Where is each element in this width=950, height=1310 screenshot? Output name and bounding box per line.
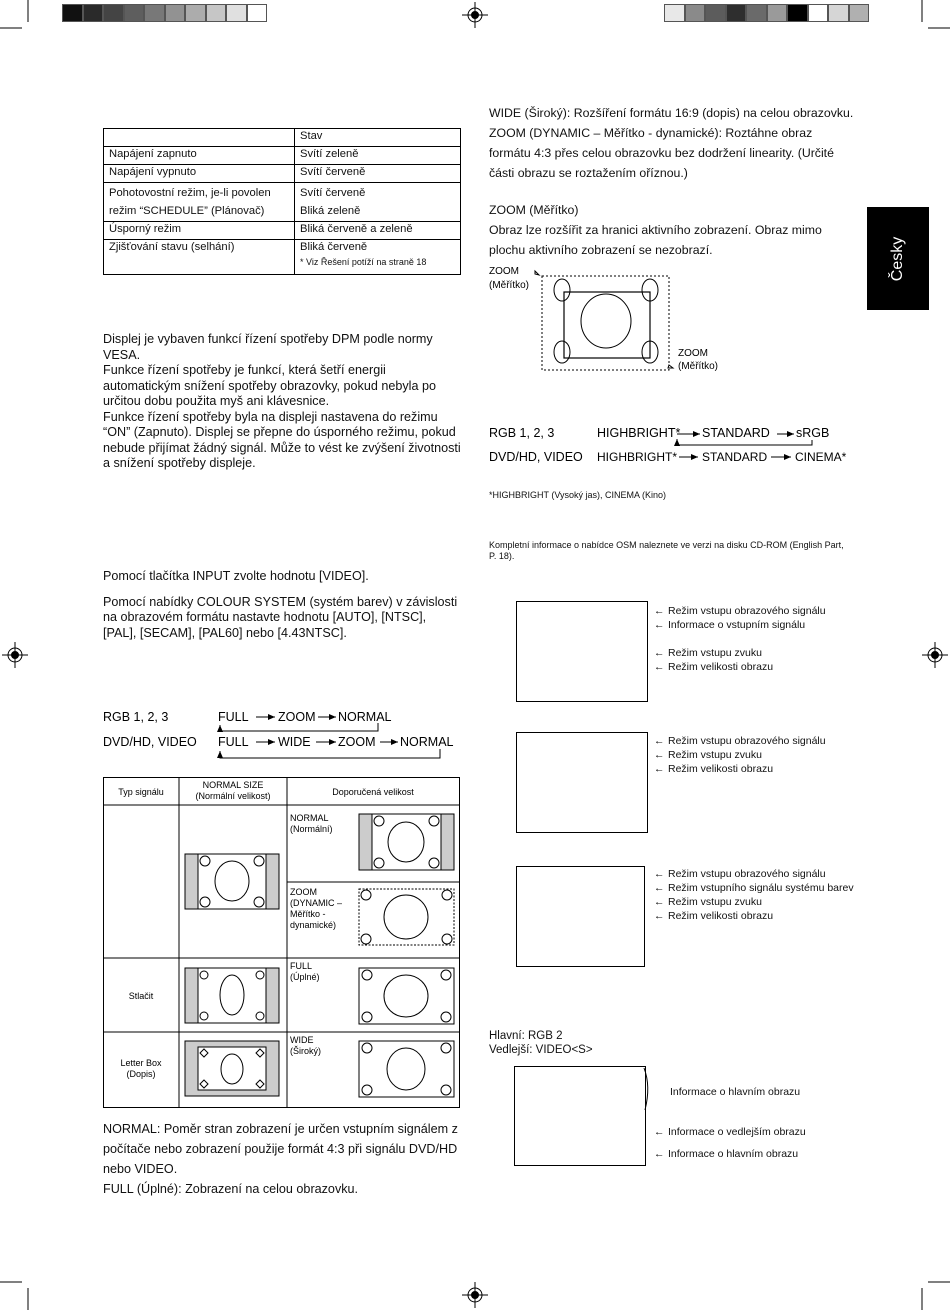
- table-row: [104, 183, 461, 222]
- osd-info-text: Režim velikosti obrazu: [668, 661, 774, 673]
- osd-info-text: Režim vstupu obrazového signálu: [668, 605, 826, 617]
- signal-letterbox-label: (Dopis): [126, 1069, 156, 1079]
- zoom-title: ZOOM (Měřítko): [489, 203, 579, 217]
- table-row: [104, 165, 461, 183]
- table-cell: Zjišťování stavu (selhání): [104, 240, 295, 275]
- screen-illustration: [185, 968, 279, 1023]
- size-rgb-step: ZOOM: [278, 710, 316, 724]
- pip-bracket: [642, 1066, 656, 1112]
- screen-illustration: [359, 968, 454, 1024]
- osd-info-label: ← Režim velikosti obrazu: [654, 661, 774, 673]
- paragraph: Funkce řízení spotřeby byla na displeji nastavena do režimu “ON” (Zapnuto). Displej se přepne do úsporného režimu, pokud nebude přijímat žádný signál. Může to vést ke zvýšení životnosti a snížení spotřeby displeje.: [103, 409, 461, 470]
- zoom-diagram: [487, 262, 737, 377]
- size-rgb-step: NORMAL: [338, 710, 392, 724]
- picture-rgb-step: sRGB: [796, 426, 830, 440]
- screen-illustration: [359, 889, 454, 945]
- osd-info-text: Informace o hlavním obrazu: [668, 1148, 799, 1160]
- paragraph: Funkce řízení spotřeby je funkcí, která šetří energii automatickým snížení spotřeby obrazovky, pokud nebyla po určitou dobu použita myš ani klávesnice.: [103, 363, 436, 408]
- picture-mode-footnote: *HIGHBRIGHT (Vysoký jas), CINEMA (Kino): [489, 490, 667, 500]
- osd-info-label: ← Režim vstupního signálu systému barev: [654, 882, 854, 894]
- size-dvd-step: NORMAL: [400, 735, 454, 749]
- size-rgb-label: RGB 1, 2, 3: [103, 710, 169, 724]
- paragraph: Obraz lze rozšířit za hranici aktivního zobrazení. Obraz mimo plochu aktivního zobrazení se nezobrazí.: [489, 223, 822, 257]
- osd-screen-rgb: [516, 601, 648, 702]
- paragraph: WIDE (Široký): Rozšíření formátu 16:9 (dopis) na celou obrazovku.: [489, 106, 854, 120]
- osd-info-text: Režim vstupu zvuku: [668, 749, 762, 761]
- paragraph: Pomocí nabídky COLOUR SYSTEM (systém barev) v závislosti na obrazovém formátu nastavte hodnotu [AUTO], [NTSC], [PAL], [SECAM], [PAL60] nebo [4.43NTSC].: [103, 594, 458, 640]
- table-cell: Bliká červeně a zeleně: [295, 222, 461, 240]
- picture-rgb-label: RGB 1, 2, 3: [489, 426, 555, 440]
- signal-squeeze-label: Stlačit: [128, 991, 154, 1001]
- picture-dvd-step: HIGHBRIGHT*: [597, 450, 678, 464]
- size-table-header-signal: Typ signálu: [118, 787, 164, 797]
- table-cell: Svítí zeleně: [295, 147, 461, 165]
- screen-illustration: [185, 854, 279, 909]
- paragraph: NORMAL: Poměr stran zobrazení je určen vstupním signálem z počítače nebo zobrazení použije formát 4:3 při signálu DVD/HD nebo VIDEO.: [103, 1122, 458, 1176]
- table-row: [104, 129, 461, 147]
- table-cell: Svítí červeně: [295, 165, 461, 183]
- paragraph: ZOOM (DYNAMIC – Měřítko - dynamické): Roztáhne obraz formátu 4:3 přes celou obrazovku bez dodržení linearity. (Určité části obrazu se roztažením oříznou.): [489, 126, 834, 180]
- table-cell: Napájení zapnuto: [104, 147, 295, 165]
- osd-info-text: Informace o vedlejším obrazu: [668, 1126, 806, 1138]
- paragraph: FULL (Úplné): Zobrazení na celou obrazovku.: [103, 1182, 359, 1196]
- osd-screen-pip: [514, 1066, 646, 1166]
- mode-label-normal: (Normální): [290, 824, 333, 834]
- picture-dvd-step: CINEMA*: [795, 450, 847, 464]
- osd-info-label: ← Režim vstupu zvuku: [654, 749, 762, 761]
- mode-label-zoom: (DYNAMIC –: [290, 898, 343, 908]
- mode-label-wide: WIDE: [290, 1035, 314, 1045]
- osd-info-text: Režim vstupního signálu systému barev: [668, 882, 854, 894]
- zoom-label-top: (Měřítko): [489, 280, 529, 291]
- osd-info-label: ← Informace o vstupním signálu: [654, 619, 806, 631]
- paragraph: Pomocí tlačítka INPUT zvolte hodnotu [VIDEO].: [103, 569, 369, 583]
- size-table-header-normal: NORMAL SIZE: [202, 780, 264, 790]
- wide-zoom-description: [489, 103, 854, 183]
- size-table-header-recommended: Doporučená velikost: [332, 787, 414, 797]
- osd-info-label: ← Režim vstupu obrazového signálu: [654, 868, 826, 880]
- mode-label-zoom: ZOOM: [290, 887, 317, 897]
- table-cell-line: Bliká červeně: [300, 241, 368, 253]
- table-cell: [104, 183, 295, 222]
- table-row: [104, 147, 461, 165]
- osd-info-label: ← Režim vstupu obrazového signálu: [654, 735, 826, 747]
- signal-letterbox-label: Letter Box: [120, 1058, 162, 1068]
- pip-sub-label: Vedlejší: VIDEO<S>: [489, 1044, 593, 1056]
- mode-label-zoom: Měřítko -: [290, 909, 326, 919]
- registration-target-left: [2, 642, 28, 668]
- osd-info-text: Režim velikosti obrazu: [668, 910, 774, 922]
- paragraph: Displej je vybaven funkcí řízení spotřeby DPM podle normy VESA.: [103, 332, 433, 362]
- video-instructions: [103, 569, 463, 641]
- zoom-section: [489, 200, 849, 260]
- osd-screen-video: [516, 866, 645, 967]
- osd-info-text: Režim vstupu zvuku: [668, 896, 762, 908]
- mode-label-normal: NORMAL: [290, 813, 329, 823]
- osd-info-label: ← Režim velikosti obrazu: [654, 910, 774, 922]
- osd-info-text: Režim vstupu obrazového signálu: [668, 735, 826, 747]
- screen-illustration: [359, 814, 454, 870]
- size-mode-table: [103, 777, 460, 1108]
- osd-info-label: ← Informace o hlavním obrazu: [654, 1148, 799, 1160]
- table-row: [104, 240, 461, 275]
- osd-info-text: Informace o hlavním obrazu: [670, 1086, 801, 1098]
- table-cell: Úsporný režim: [104, 222, 295, 240]
- size-mode-sequence: [100, 705, 470, 765]
- osd-info-text: Režim velikosti obrazu: [668, 763, 774, 775]
- zoom-label-top: ZOOM: [489, 266, 519, 277]
- registration-target-right: [922, 642, 948, 668]
- led-status-table: [103, 128, 461, 275]
- size-dvd-label: DVD/HD, VIDEO: [103, 735, 197, 749]
- dpm-description: [103, 332, 463, 472]
- mode-label-zoom: dynamické): [290, 920, 337, 930]
- table-cell-line: Pohotovostní režim, je-li povolen: [109, 187, 271, 199]
- language-tab: [867, 207, 929, 310]
- picture-mode-sequence: [487, 420, 867, 470]
- size-dvd-step: FULL: [218, 735, 249, 749]
- registration-target-bottom: [462, 1282, 488, 1308]
- osd-info-label: ← Informace o vedlejším obrazu: [654, 1126, 806, 1138]
- picture-rgb-step: STANDARD: [702, 426, 770, 440]
- osd-info-label: [656, 1086, 800, 1098]
- zoom-label-bottom: (Měřítko): [678, 361, 718, 372]
- pip-main-label: Hlavní: RGB 2: [489, 1030, 563, 1042]
- table-cell: [295, 183, 461, 222]
- mode-label-full: (Úplné): [290, 972, 320, 982]
- size-mode-notes: [103, 1119, 463, 1199]
- mode-label-wide: (Široký): [290, 1046, 321, 1056]
- osd-info-label: ← Režim vstupu obrazového signálu: [654, 605, 826, 617]
- registration-target-top: [462, 2, 488, 28]
- osd-info-label: ← Režim vstupu zvuku: [654, 896, 762, 908]
- table-footnote: * Viz Řešení potíží na straně 18: [300, 257, 427, 267]
- size-dvd-step: ZOOM: [338, 735, 376, 749]
- table-cell-line: Svítí červeně: [300, 187, 366, 199]
- table-cell: [295, 240, 461, 275]
- picture-rgb-step: HIGHBRIGHT*: [597, 426, 681, 440]
- zoom-label-bottom: ZOOM: [678, 348, 708, 359]
- table-header-stav: Stav: [295, 129, 461, 147]
- picture-dvd-label: DVD/HD, VIDEO: [489, 450, 583, 464]
- osd-info-label: ← Režim vstupu zvuku: [654, 647, 762, 659]
- osd-info-label: ← Režim velikosti obrazu: [654, 763, 774, 775]
- table-cell: [104, 129, 295, 147]
- screen-illustration: [359, 1041, 454, 1097]
- mode-label-full: FULL: [290, 961, 313, 971]
- language-tab-label: Česky: [889, 236, 906, 281]
- osd-info-text: Režim vstupu zvuku: [668, 647, 762, 659]
- size-dvd-step: WIDE: [278, 735, 311, 749]
- table-cell-line: Bliká zeleně: [300, 205, 361, 217]
- screen-illustration: [185, 1041, 279, 1096]
- table-cell: Napájení vypnuto: [104, 165, 295, 183]
- picture-dvd-step: STANDARD: [702, 450, 768, 464]
- size-rgb-step: FULL: [218, 710, 249, 724]
- table-cell-line: režim “SCHEDULE” (Plánovač): [109, 205, 265, 217]
- osm-note: Kompletní informace o nabídce OSM naleznete ve verzi na disku CD-ROM (English Part, P. 18).: [489, 540, 844, 561]
- osd-screen-dvd: [516, 732, 648, 833]
- pip-section: [489, 1029, 593, 1057]
- size-table-header-normal: (Normální velikost): [195, 791, 271, 801]
- table-row: [104, 222, 461, 240]
- osd-info-text: Režim vstupu obrazového signálu: [668, 868, 826, 880]
- osd-info-text: Informace o vstupním signálu: [668, 619, 806, 631]
